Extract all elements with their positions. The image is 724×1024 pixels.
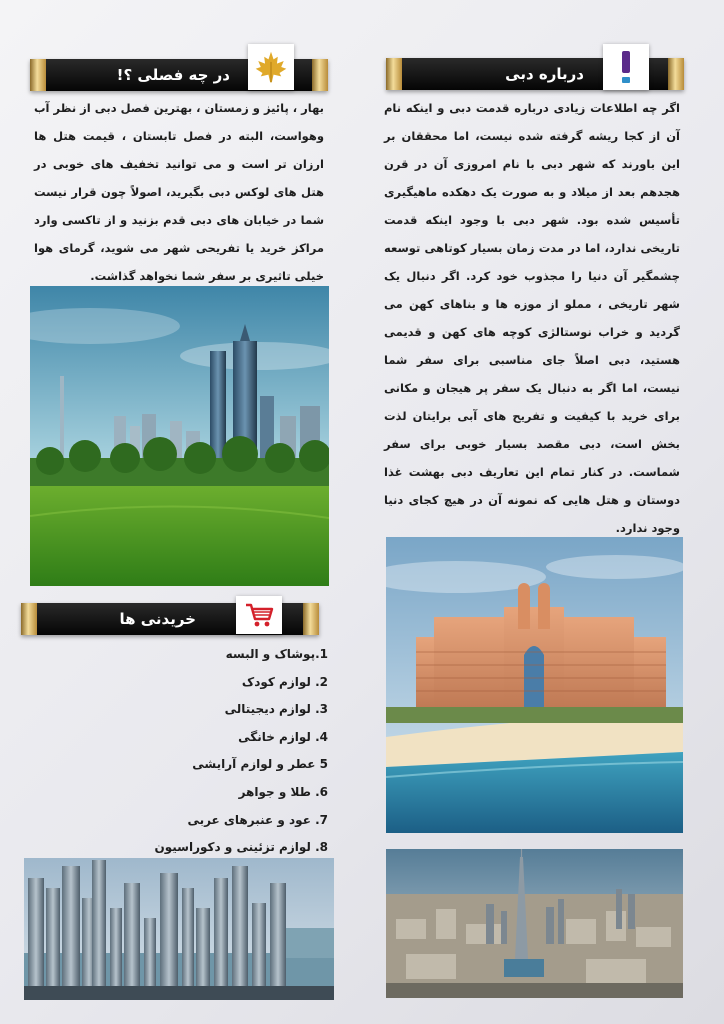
marina-towers-photo	[24, 858, 334, 1000]
list-item: 1.پوشاک و البسه	[225, 647, 328, 661]
about-paragraph: اگر چه اطلاعات زیادی درباره قدمت دبی و اینکه نام آن از کجا ریشه گرفته شده نیست، اما محققان بر این باورند که شهر دبی با نام امروزی آن در قرن هجدهم بعد از میلاد و به صورت یک دهکده ماهیگیری تأسیس شده بود. شهر دبی با وجود اینکه قدمت تاریخی ندارد، اما در مدت زمان بسیار کوتاهی توسعه چشمگیر آن دنیا را مجذوب خود کرد. اگر دنبال یک شهر تاریخی ، مملو از موزه ها و بناهای کهن می گردید و خراب نوستالژی کوچه های کهن و قدیمی هستید، دبی اصلاً جای مناسبی برای سفر شما نیست، اما اگر به دنبال یک سفر پر هیجان و مکانی برای خرید با کیفیت و تفریح های آبی برایتان لذت بخش است، دبی مقصد بسیار خوبی برای سفر شماست. در کنار تمام این تعاریف دبی بهشت غذا دوستان و هتل هایی که نمونه آن در هیچ کجای دنیا وجود ندارد.	[384, 101, 680, 535]
downtown-aerial-photo	[386, 849, 683, 998]
season-paragraph: بهار ، پائیز و زمستان ، بهترین فصل دبی از نظر آب وهواست، البته در فصل تابستان ، قیمت هتل ها ارزان تر است و می توانید تخفیف های خوبی در هتل های لوکس دبی بگیرید، اصولاً چون قرار نیست شما در خیابان های دبی قدم بزنید و از تاکسی وارد مراکز خرید یا تفریحی شهر می شوید، گرمای هوا خیلی تاثیری بر سفر شما نخواهد گذاشت.	[34, 101, 324, 283]
list-item: 8. لوازم تزئینی و دکوراسیون	[154, 840, 328, 855]
atlantis-hotel-photo	[386, 537, 683, 833]
gold-accent	[30, 59, 46, 91]
gold-accent	[668, 58, 684, 90]
list-item: 5 عطر و لوازم آرایشی	[192, 757, 328, 772]
list-item: 3. لوازم دیجیتالی	[224, 702, 328, 717]
shopping-cart-icon	[236, 596, 282, 634]
about-header-title: درباره دبی	[505, 65, 584, 83]
skyline-park-photo	[30, 286, 329, 586]
list-item: 6. طلا و جواهر	[238, 784, 328, 799]
gold-accent	[386, 58, 402, 90]
exclamation-icon	[603, 44, 649, 90]
shopping-header-title: خریدنی ها	[119, 610, 196, 628]
gold-accent	[21, 603, 37, 635]
list-item: 2. لوازم کودک	[241, 674, 328, 689]
gold-accent	[303, 603, 319, 635]
shopping-list	[40, 641, 328, 862]
list-item: 4. لوازم خانگی	[238, 729, 328, 744]
gold-accent	[312, 59, 328, 91]
season-header-title: در چه فصلی ؟!	[116, 66, 230, 84]
list-item: 7. عود و عنبرهای عربی	[187, 812, 328, 827]
maple-leaf-icon	[248, 44, 294, 90]
